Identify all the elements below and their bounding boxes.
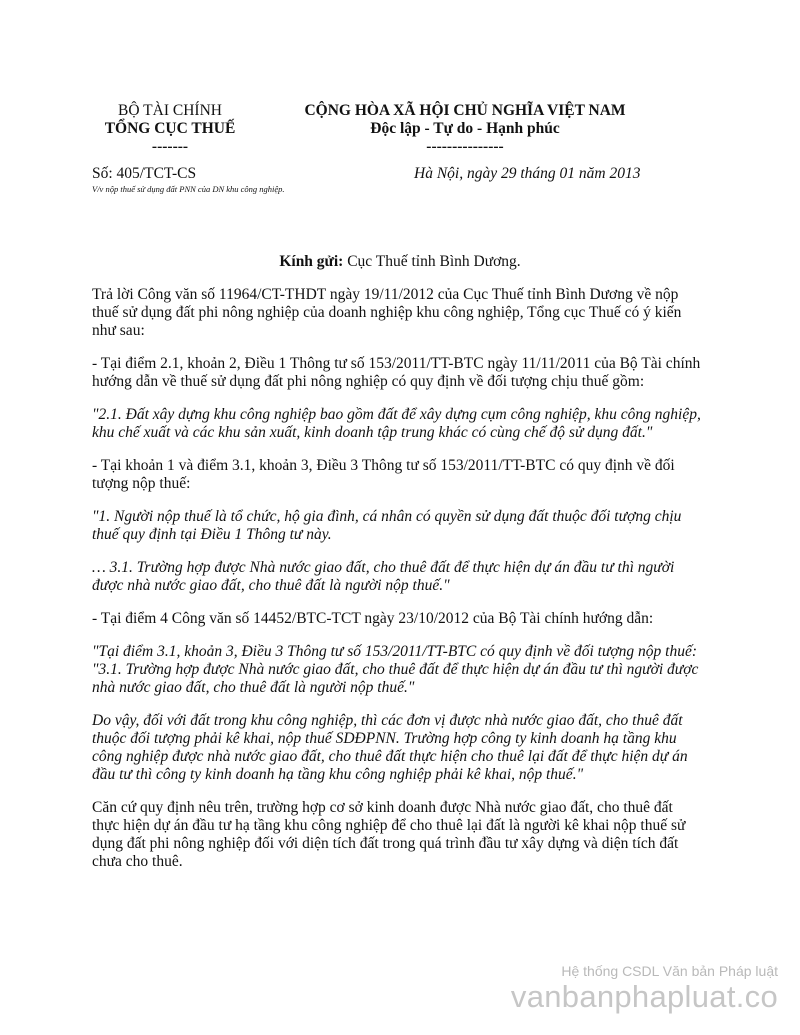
paragraph: - Tại khoản 1 và điểm 3.1, khoản 3, Điều 3 Thông tư số 153/2011/TT-BTC có quy định về đối tượng nộp thuế: <box>92 457 675 492</box>
motto: Độc lập - Tự do - Hạnh phúc <box>370 120 560 137</box>
place-date: Hà Nội, ngày 29 tháng 01 năm 2013 <box>414 165 641 182</box>
quote-paragraph: … 3.1. Trường hợp được Nhà nước giao đất, cho thuê đất để thực hiện dự án đầu tư thì người được nhà nước giao đất, cho thuê đất là người nộp thuế." <box>92 559 675 594</box>
document-number: Số: 405/TCT-CS <box>92 165 197 182</box>
agency-name: TỔNG CỤC THUẾ <box>104 120 236 137</box>
paragraph: Trả lời Công văn số 11964/CT-THDT ngày 19/11/2012 của Cục Thuế tỉnh Bình Dương về nộp thuế sử dụng đất phi nông nghiệp của doanh nghiệp khu công nghiệp, Tổng cục Thuế có ý kiến như sau: <box>92 286 682 339</box>
document-body <box>92 286 702 886</box>
quote-paragraph: "2.1. Đất xây dựng khu công nghiệp bao gồm đất để xây dựng cụm công nghiệp, khu công nghiệp, khu chế xuất và các khu sản xuất, kinh doanh tập trung khác có cùng chế độ sử dụng đất." <box>92 406 701 441</box>
agency-parent: BỘ TÀI CHÍNH <box>118 102 222 119</box>
motto-rule: --------------- <box>426 138 504 155</box>
recipient-line <box>0 253 800 271</box>
document-subject: V/v nộp thuế sử dụng đất PNN của DN khu công nghiệp. <box>92 184 285 194</box>
paragraph: Căn cứ quy định nêu trên, trường hợp cơ sở kinh doanh được Nhà nước giao đất, cho thuê đất thực hiện dự án đầu tư hạ tầng khu công nghiệp để cho thuê lại đất là người kê khai nộp thuế sử dụng đất phi nông nghiệp đối với diện tích đất trong quá trình đầu tư xây dựng và diện tích đất chưa cho thuê. <box>92 799 686 870</box>
nation-title: CỘNG HÒA XÃ HỘI CHỦ NGHĨA VIỆT NAM <box>304 102 626 119</box>
watermark-site: vanbanphapluat.co <box>510 979 778 1014</box>
quote-paragraph: Do vậy, đối với đất trong khu công nghiệp, thì các đơn vị được nhà nước giao đất, cho thuê đất thuộc đối tượng phải kê khai, nộp thuế SDĐPNN. Trường hợp công ty kinh doanh hạ tầng khu công nghiệp được nhà nước giao đất, cho thuê đất thực hiện cho thuê lại đất để thực hiện dự án đầu tư thì công ty kinh doanh hạ tầng khu công nghiệp phải kê khai, nộp thuế." <box>92 712 688 783</box>
recipient-name: Cục Thuế tỉnh Bình Dương. <box>343 253 521 270</box>
agency-header <box>90 102 250 156</box>
quote-paragraph: "Tại điểm 3.1, khoản 3, Điều 3 Thông tư số 153/2011/TT-BTC có quy định về đối tượng nộp thuế: "3.1. Trường hợp được Nhà nước giao đất, cho thuê đất để thực hiện dự án đầu tư thì người được nhà nước giao đất, cho thuê đất là người nộp thuế." <box>92 643 699 696</box>
paragraph: - Tại điểm 4 Công văn số 14452/BTC-TCT ngày 23/10/2012 của Bộ Tài chính hướng dẫn: <box>92 610 654 627</box>
nation-header <box>290 102 640 156</box>
recipient-label: Kính gửi: <box>279 253 344 270</box>
paragraph: - Tại điểm 2.1, khoản 2, Điều 1 Thông tư số 153/2011/TT-BTC ngày 11/11/2011 của Bộ Tài chính hướng dẫn về thuế sử dụng đất phi nông nghiệp có quy định về đối tượng chịu thuế gồm: <box>92 355 701 390</box>
quote-paragraph: "1. Người nộp thuế là tổ chức, hộ gia đình, cá nhân có quyền sử dụng đất thuộc đối tượng chịu thuế quy định tại Điều 1 Thông tư này. <box>92 508 682 543</box>
watermark-caption: Hệ thống CSDL Văn bản Pháp luật <box>561 963 778 979</box>
agency-rule: ------- <box>151 138 189 155</box>
